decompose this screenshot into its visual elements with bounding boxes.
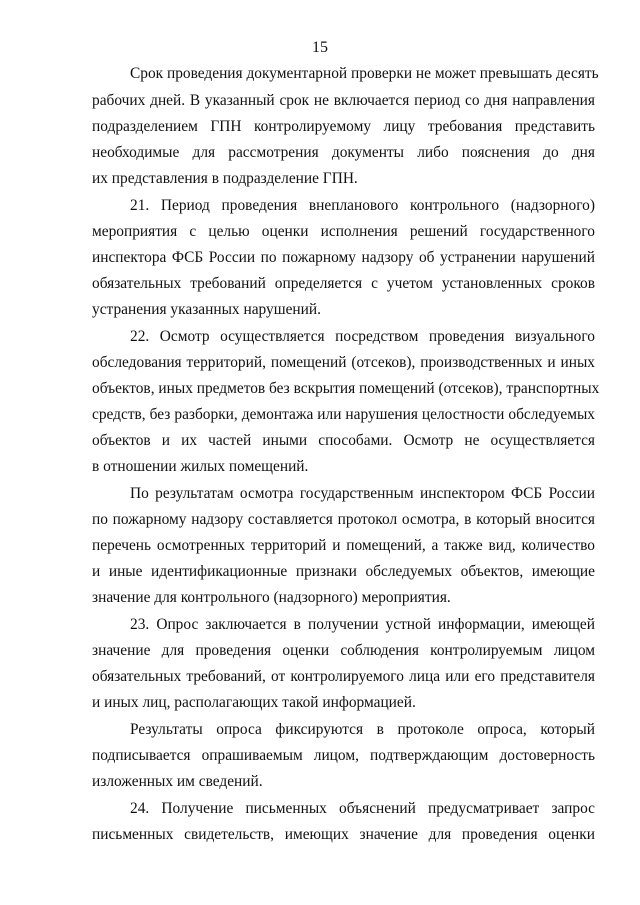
text-line: подразделением ГПН контролируемому лицу требования представить: [92, 118, 595, 135]
text-line: Результаты опроса фиксируются в протоколе опроса, который: [130, 721, 595, 738]
text-line: 23. Опрос заключается в получении устной информации, имеющей: [130, 616, 595, 633]
text-line: объектов и их частей иными способами. Осмотр не осуществляется: [92, 432, 595, 449]
text-line: перечень осмотренных территорий и помещений, а также вид, количество: [92, 537, 595, 554]
text-line: 24. Получение письменных объяснений предусматривает запрос: [130, 800, 595, 817]
text-line: их представления в подразделение ГПН.: [92, 170, 358, 187]
text-line: По результатам осмотра государственным инспектором ФСБ России: [130, 485, 595, 502]
text-line: обязательных требований, от контролируемого лица или его представителя: [92, 668, 595, 685]
text-line: 21. Период проведения внепланового контрольного (надзорного): [130, 197, 595, 214]
text-line: в отношении жилых помещений.: [92, 458, 309, 475]
text-line: объектов, иных предметов без вскрытия помещений (отсеков), транспортных: [92, 380, 600, 397]
text-line: подписывается опрашиваемым лицом, подтверждающим достоверность: [92, 747, 595, 764]
text-line: письменных свидетельств, имеющих значение для проведения оценки: [92, 826, 595, 843]
text-line: устранения указанных нарушений.: [92, 301, 321, 318]
text-line: значение для проведения оценки соблюдения контролируемым лицом: [92, 642, 595, 659]
text-line: необходимые для рассмотрения документы либо пояснения до дня: [92, 144, 595, 161]
text-line: и иные идентификационные признаки обследуемых объектов, имеющие: [92, 563, 595, 580]
text-line: и иных лиц, располагающих такой информацией.: [92, 694, 416, 711]
text-line: мероприятия с целью оценки исполнения решений государственного: [92, 223, 595, 240]
text-line: обследования территорий, помещений (отсеков), производственных и иных: [92, 354, 595, 371]
text-line: Срок проведения документарной проверки не может превышать десять: [130, 65, 599, 82]
text-line: рабочих дней. В указанный срок не включается период со дня направления: [92, 92, 595, 109]
text-line: изложенных им сведений.: [92, 773, 263, 790]
text-line: обязательных требований определяется с учетом установленных сроков: [92, 275, 595, 292]
text-line: инспектора ФСБ России по пожарному надзору об устранении нарушений: [92, 249, 595, 266]
text-line: 22. Осмотр осуществляется посредством проведения визуального: [130, 328, 595, 345]
text-line: по пожарному надзору составляется протокол осмотра, в который вносится: [92, 511, 595, 528]
text-line: значение для контрольного (надзорного) мероприятия.: [92, 589, 451, 606]
text-line: средств, без разборки, демонтажа или нарушения целостности обследуемых: [92, 406, 595, 423]
page-number: 15: [312, 39, 328, 56]
